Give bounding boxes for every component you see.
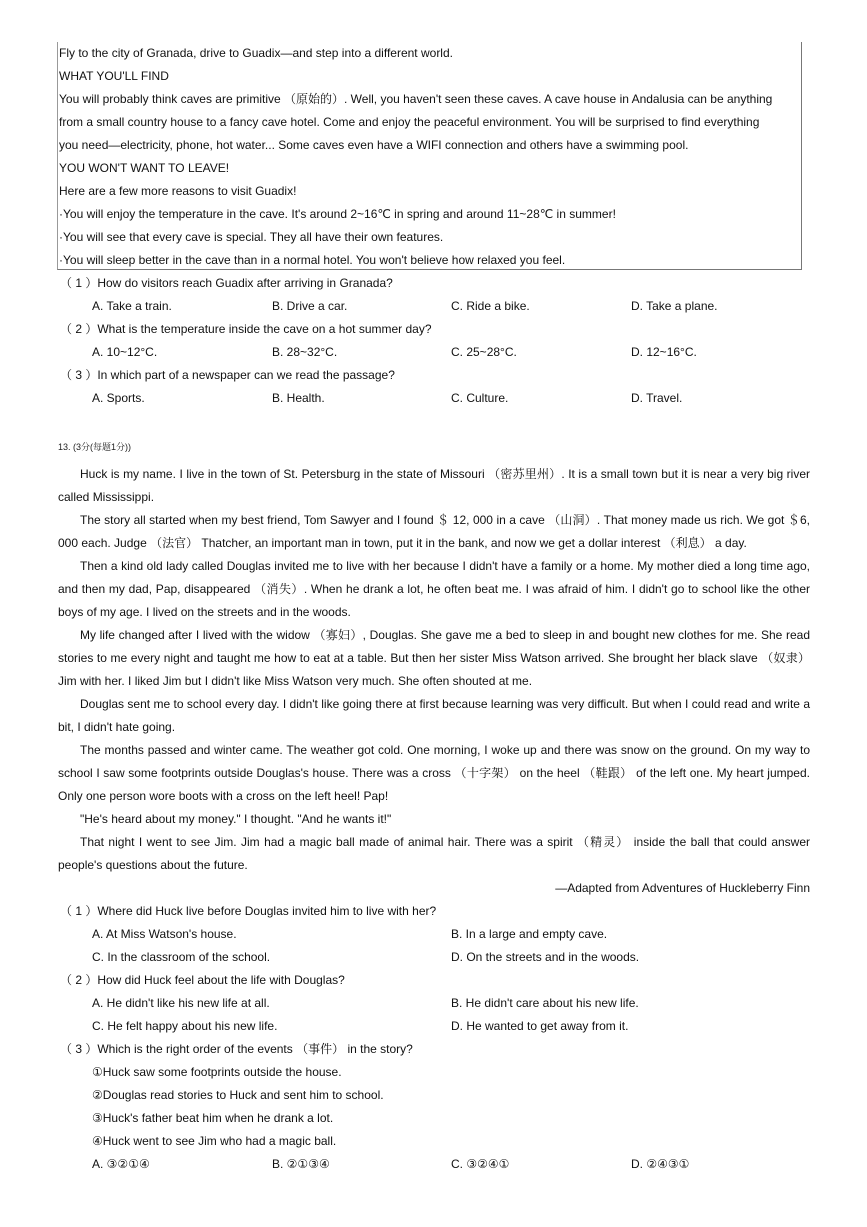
story-paragraph: That night I went to see Jim. Jim had a magic ball made of animal hair. There was a spirit （精灵） inside the ball that could answer people's questions about the future. [58, 835, 810, 872]
passage-bullet: ·You will sleep better in the cave than in a normal hotel. You won't believe how relaxed you feel. [59, 253, 566, 267]
passage-line: Fly to the city of Granada, drive to Guadix—and step into a different world. [59, 46, 453, 60]
answer-option-c[interactable]: C. In the classroom of the school. [92, 950, 271, 964]
story-paragraph: Douglas sent me to school every day. I didn't like going there at first because learning was very difficult. But when I could read and write a bit, I didn't hate going. [58, 697, 810, 734]
answer-option-d[interactable]: D. 12~16°C. [631, 345, 697, 359]
answer-option-c[interactable]: C. ③②④① [451, 1157, 510, 1171]
question-stem: （ 2 ）How did Huck feel about the life with Douglas? [60, 973, 345, 987]
answer-option-a[interactable]: A. Take a train. [92, 299, 172, 313]
question-stem: （ 1 ）Where did Huck live before Douglas invited him to live with her? [60, 904, 437, 918]
source-credit: —Adapted from Adventures of Huckleberry Finn [555, 881, 810, 895]
question-stem: （ 3 ）Which is the right order of the events （事件） in the story? [60, 1042, 413, 1056]
answer-option-a[interactable]: A. 10~12°C. [92, 345, 158, 359]
answer-option-c[interactable]: C. Ride a bike. [451, 299, 530, 313]
question-number-header: 13. (3分(每题1分)) [58, 442, 132, 452]
event-item: ①Huck saw some footprints outside the house. [92, 1065, 342, 1079]
event-item: ②Douglas read stories to Huck and sent him to school. [92, 1088, 384, 1102]
passage-bullet: ·You will see that every cave is special. They all have their own features. [59, 230, 444, 244]
question-stem: （ 1 ）How do visitors reach Guadix after arriving in Granada? [60, 276, 393, 290]
passage-heading: YOU WON'T WANT TO LEAVE! [59, 161, 230, 175]
story-paragraph: "He's heard about my money." I thought. "And he wants it!" [80, 812, 392, 826]
answer-option-d[interactable]: D. He wanted to get away from it. [451, 1019, 629, 1033]
answer-option-d[interactable]: D. Take a plane. [631, 299, 718, 313]
question-stem: （ 2 ）What is the temperature inside the cave on a hot summer day? [60, 322, 432, 336]
passage-bullet: ·You will enjoy the temperature in the cave. It's around 2~16℃ in spring and around 11~28℃ in summer! [59, 207, 616, 221]
passage-heading: WHAT YOU'LL FIND [59, 69, 169, 83]
story-paragraph: The story all started when my best friend, Tom Sawyer and I found ＄ 12, 000 in a cave （山洞）. That money made us rich. We got ＄6, 000 each. Judge （法官） Thatcher, an important man in town, put it in the bank, and now we get a dollar interest （利息） a day. [58, 513, 810, 550]
answer-option-c[interactable]: C. He felt happy about his new life. [92, 1019, 278, 1033]
answer-option-a[interactable]: A. ③②①④ [92, 1157, 150, 1171]
passage-line: You will probably think caves are primitive （原始的）. Well, you haven't seen these caves. A cave house in Andalusia can be anything [59, 92, 773, 106]
story-paragraph: The months passed and winter came. The weather got cold. One morning, I woke up and there was snow on the ground. On my way to school I saw some footprints outside Douglas's house. There was a cross （十字架） on the heel （鞋跟） of the left one. My heart jumped. Only one person wore boots with a cross on the left heel! Pap! [58, 743, 810, 803]
answer-option-b[interactable]: B. He didn't care about his new life. [451, 996, 639, 1010]
answer-option-b[interactable]: B. ②①③④ [272, 1157, 330, 1171]
story-paragraph: My life changed after I lived with the widow （寡妇）, Douglas. She gave me a bed to sleep in and bought new clothes for me. She read stories to me every night and taught me how to eat at a table. But then her sister Miss Watson arrived. She brought her black slave （奴隶） Jim with her. I liked Jim but I didn't like Miss Watson very much. She often shouted at me. [58, 628, 810, 688]
event-item: ③Huck's father beat him when he drank a lot. [92, 1111, 334, 1125]
answer-option-b[interactable]: B. Health. [272, 391, 325, 405]
answer-option-b[interactable]: B. 28~32°C. [272, 345, 338, 359]
answer-option-b[interactable]: B. Drive a car. [272, 299, 348, 313]
answer-option-c[interactable]: C. Culture. [451, 391, 509, 405]
answer-option-d[interactable]: D. ②④③① [631, 1157, 690, 1171]
story-paragraph: Huck is my name. I live in the town of St. Petersburg in the state of Missouri （密苏里州）. It is a small town but it is near a very big river called Mississippi. [58, 467, 810, 504]
story-paragraph: Then a kind old lady called Douglas invited me to live with her because I didn't have a family or a home. My mother died a long time ago, and then my dad, Pap, disappeared （消失）. When he drank a lot, he often beat me. I was afraid of him. I didn't go to school like the other boys of my age. I lived on the streets and in the woods. [58, 559, 810, 619]
passage-line: Here are a few more reasons to visit Guadix! [59, 184, 297, 198]
answer-option-c[interactable]: C. 25~28°C. [451, 345, 517, 359]
answer-option-a[interactable]: A. Sports. [92, 391, 145, 405]
question-stem: （ 3 ）In which part of a newspaper can we read the passage? [60, 368, 395, 382]
passage-line: from a small country house to a fancy cave hotel. Come and enjoy the peaceful environment. You will be surprised to find everything [59, 115, 760, 129]
passage-line: you need—electricity, phone, hot water... Some caves even have a WIFI connection and others have a swimming pool. [59, 138, 689, 152]
answer-option-a[interactable]: A. He didn't like his new life at all. [92, 996, 270, 1010]
answer-option-b[interactable]: B. In a large and empty cave. [451, 927, 608, 941]
answer-option-d[interactable]: D. On the streets and in the woods. [451, 950, 640, 964]
event-item: ④Huck went to see Jim who had a magic ball. [92, 1134, 337, 1148]
answer-option-d[interactable]: D. Travel. [631, 391, 683, 405]
answer-option-a[interactable]: A. At Miss Watson's house. [92, 927, 237, 941]
